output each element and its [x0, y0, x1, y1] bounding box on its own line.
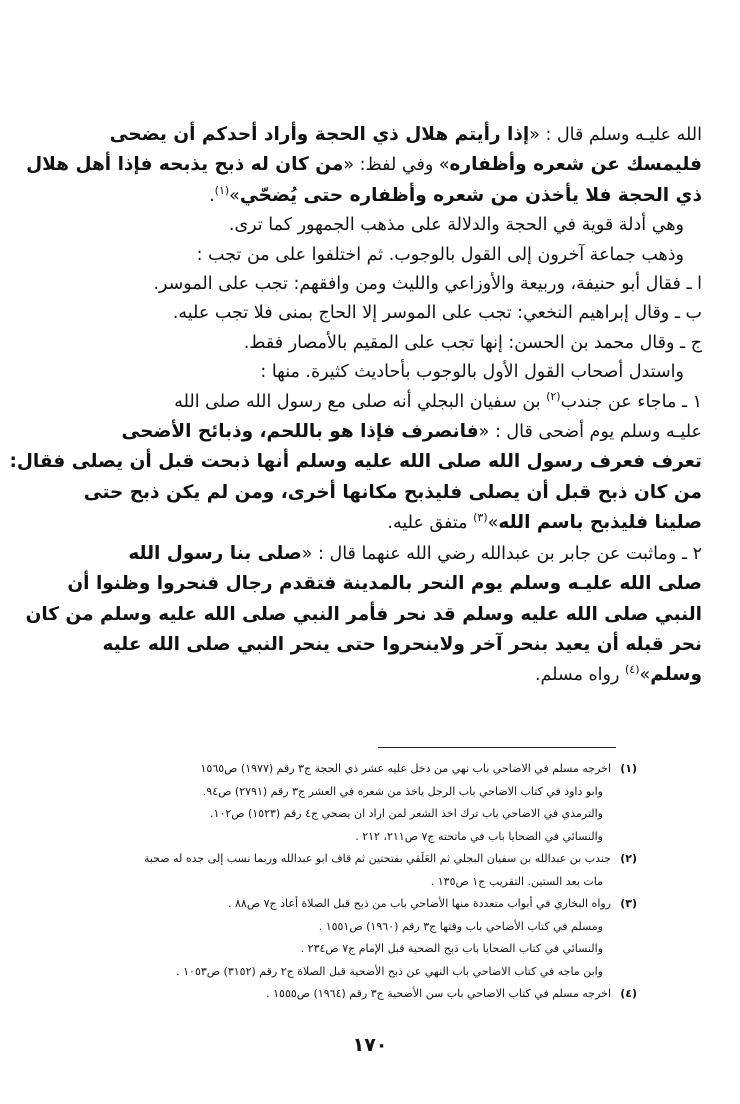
- footnote-ref: (١): [214, 183, 230, 197]
- text-line: [62, 508, 702, 538]
- hadith-quote: النبي صلى الله عليه وسلم قد نحر فأمر النبي صلى الله عليه وسلم من كان: [25, 603, 702, 625]
- footnote-ref: (٤): [625, 663, 640, 677]
- text-run: »: [487, 513, 499, 534]
- hadith-quote: من كان ذبح قبل أن يصلى فليذبح مكانها أخرى، ومن لم يكن ذبح حتى: [83, 481, 702, 503]
- footnote-separator: [378, 747, 616, 748]
- hadith-quote: صلينا فليذبح باسم الله: [498, 512, 702, 534]
- text-line: [62, 569, 702, 599]
- footnote-number: (٣): [620, 897, 637, 910]
- text-line: [9, 447, 702, 477]
- text-run: ١ ـ ماجاء عن جندب: [560, 391, 702, 412]
- footnote-line: اخرجه مسلم في الاضاحي باب نهي من دخل عليه عشر ذي الحجة ج٣ رقم (١٩٧٧) ص١٥٦٥: [200, 762, 611, 775]
- hadith-quote: فليمسك عن شعره وأظفاره: [449, 154, 702, 176]
- text-line: [62, 241, 702, 270]
- footnote-line: والترمذي في الاضاحي باب ترك اخذ الشعر لمن اراد ان يضحي ج٤ رقم (١٥٢٣) ص١٠٢.: [209, 807, 603, 820]
- footnote-line: والنسائي في الضحايا باب في ماتحته ج٧ ص٢١١، ٢١٢ .: [355, 829, 603, 843]
- text-run: »: [639, 665, 651, 686]
- hadith-quote: تعرف فعرف رسول الله صلى الله عليه وسلم أنها ذبحت قبل أن يصلى فقال:: [9, 451, 702, 473]
- text-run: عليـه وسلم يوم أضحى قال : «: [478, 422, 702, 443]
- footnote: [92, 983, 637, 1006]
- text-run: واستدل أصحاب القول الأول بالوجوب بأحاديث كثيرة. منها :: [260, 362, 684, 383]
- text-run: »: [229, 185, 240, 206]
- text-run: ج ـ وقال محمد بن الحسن: إنها تجب على المقيم بالأمصار فقط.: [243, 332, 702, 353]
- text-run: بن سفيان البجلي أنه صلى مع رسول الله صلى الله: [174, 391, 547, 412]
- footnote-ref: (٣): [473, 511, 488, 525]
- text-line: [26, 150, 702, 180]
- text-line: [62, 478, 702, 508]
- text-run: رواه مسلم.: [534, 665, 625, 686]
- main-text: [9, 120, 702, 691]
- text-line: [62, 539, 702, 569]
- text-line: [62, 329, 702, 358]
- footnote-number: (٢): [620, 852, 637, 865]
- footnote-line: ومسلم في كتاب الأضاحي باب وقتها ج٣ رقم (١٩٦٠) ص١٥٥١ .: [318, 919, 603, 933]
- text-run: الله عليـه وسلم قال : «: [529, 125, 702, 145]
- footnote-line: وابو داود في كتاب الاضاحي باب الرجل ياخذ من شعره في العشر ج٣ رقم (٢٧٩١) ص٩٤.: [202, 784, 603, 798]
- text-line: [62, 417, 702, 447]
- text-line: [62, 120, 702, 150]
- text-run: » وفي لفظ: «: [343, 155, 450, 176]
- footnote-line: والنسائي في كتاب الضحايا باب ذبح الضحية قبل الإمام ج٧ ص٢٣٤ .: [300, 942, 603, 955]
- hadith-quote: من كان له ذبح يذبحه فإذا أهل هلال: [26, 154, 344, 176]
- footnote-ref: (٢): [546, 389, 561, 403]
- footnote-line: رواه البخاري في أبواب متعددة منها الأضاحي باب من ذبح قبل الصلاة أعاد ج٧ ص٨٨ .: [227, 897, 611, 910]
- footnote-line: اخرجه مسلم في كتاب الاضاحي باب سن الأضحية ج٣ رقم (١٩٦٤) ص١٥٥٥ .: [266, 987, 611, 1000]
- text-run: .: [209, 185, 215, 206]
- text-line: [62, 211, 702, 240]
- hadith-quote: وسلم: [650, 664, 702, 686]
- footnote: [92, 893, 637, 983]
- footnote-number: (٤): [620, 987, 637, 1000]
- text-line: [62, 270, 702, 299]
- hadith-quote: صلى بنا رسول الله: [128, 542, 302, 564]
- hadith-quote: إذا رأيتم هلال ذي الحجة وأراد أحدكم أن يضحى: [109, 124, 530, 145]
- footnote-line: وابن ماجه في كتاب الاضاحي باب النهي عن ذبح الأضحية قبل الصلاة ج٢ رقم (٣١٥٢) ص١٠٥٣ .: [176, 964, 603, 978]
- footnote: [92, 758, 637, 848]
- page-number: ١٧٠: [352, 1034, 388, 1056]
- hadith-quote: ذي الحجة فلا يأخذن من شعره وأظفاره حتى يُضحّي: [239, 184, 702, 206]
- text-run: وهي أدلة قوية في الحجة والدلالة على مذهب الجمهور كما ترى.: [228, 215, 684, 236]
- text-line: [62, 299, 702, 328]
- text-line: [25, 600, 702, 630]
- hadith-quote: فانصرف فإذا هو باللحم، وذبائح الأضحى: [121, 421, 479, 443]
- hadith-quote: نحر قبله أن يعيد بنحر آخر ولاينحروا حتى ينحر النبي صلى الله عليه: [102, 633, 702, 655]
- text-line: [62, 181, 702, 211]
- text-run: ب ـ وقال إبراهيم النخعي: تجب على الموسر إلا الحاج بمنى فلا تجب عليه.: [172, 303, 702, 324]
- text-line: [62, 660, 702, 690]
- footnote-number: (١): [620, 762, 637, 775]
- text-line: [62, 358, 702, 387]
- footnotes: [92, 758, 637, 1006]
- hadith-quote: صلى الله عليـه وسلم يوم النحر بالمدينة فتقدم رجال فنحروا وظنوا أن: [67, 573, 702, 595]
- text-run: متفق عليه.: [387, 513, 474, 534]
- text-run: ٢ ـ وماثبت عن جابر بن عبدالله رضي الله عنهما قال : «: [301, 543, 702, 564]
- footnote-line: جندب بن عبدالله بن سفيان البجلي ثم العَلَقي بفتحتين ثم قاف ابو عبدالله وربما نسب إلى جده له صحبة: [143, 852, 611, 865]
- footnote: [92, 848, 637, 893]
- text-line: [62, 630, 702, 660]
- text-run: ا ـ فقال أبو حنيفة، وربيعة والأوزاعي والليث ومن وافقهم: تجب على الموسر.: [153, 274, 702, 295]
- text-run: وذهب جماعة آخرون إلى القول بالوجوب. ثم اختلفوا على من تجب :: [196, 244, 684, 265]
- footnote-line: مات بعد الستين. التقريب ج١ ص١٣٥ .: [430, 874, 603, 888]
- text-line: [62, 388, 702, 417]
